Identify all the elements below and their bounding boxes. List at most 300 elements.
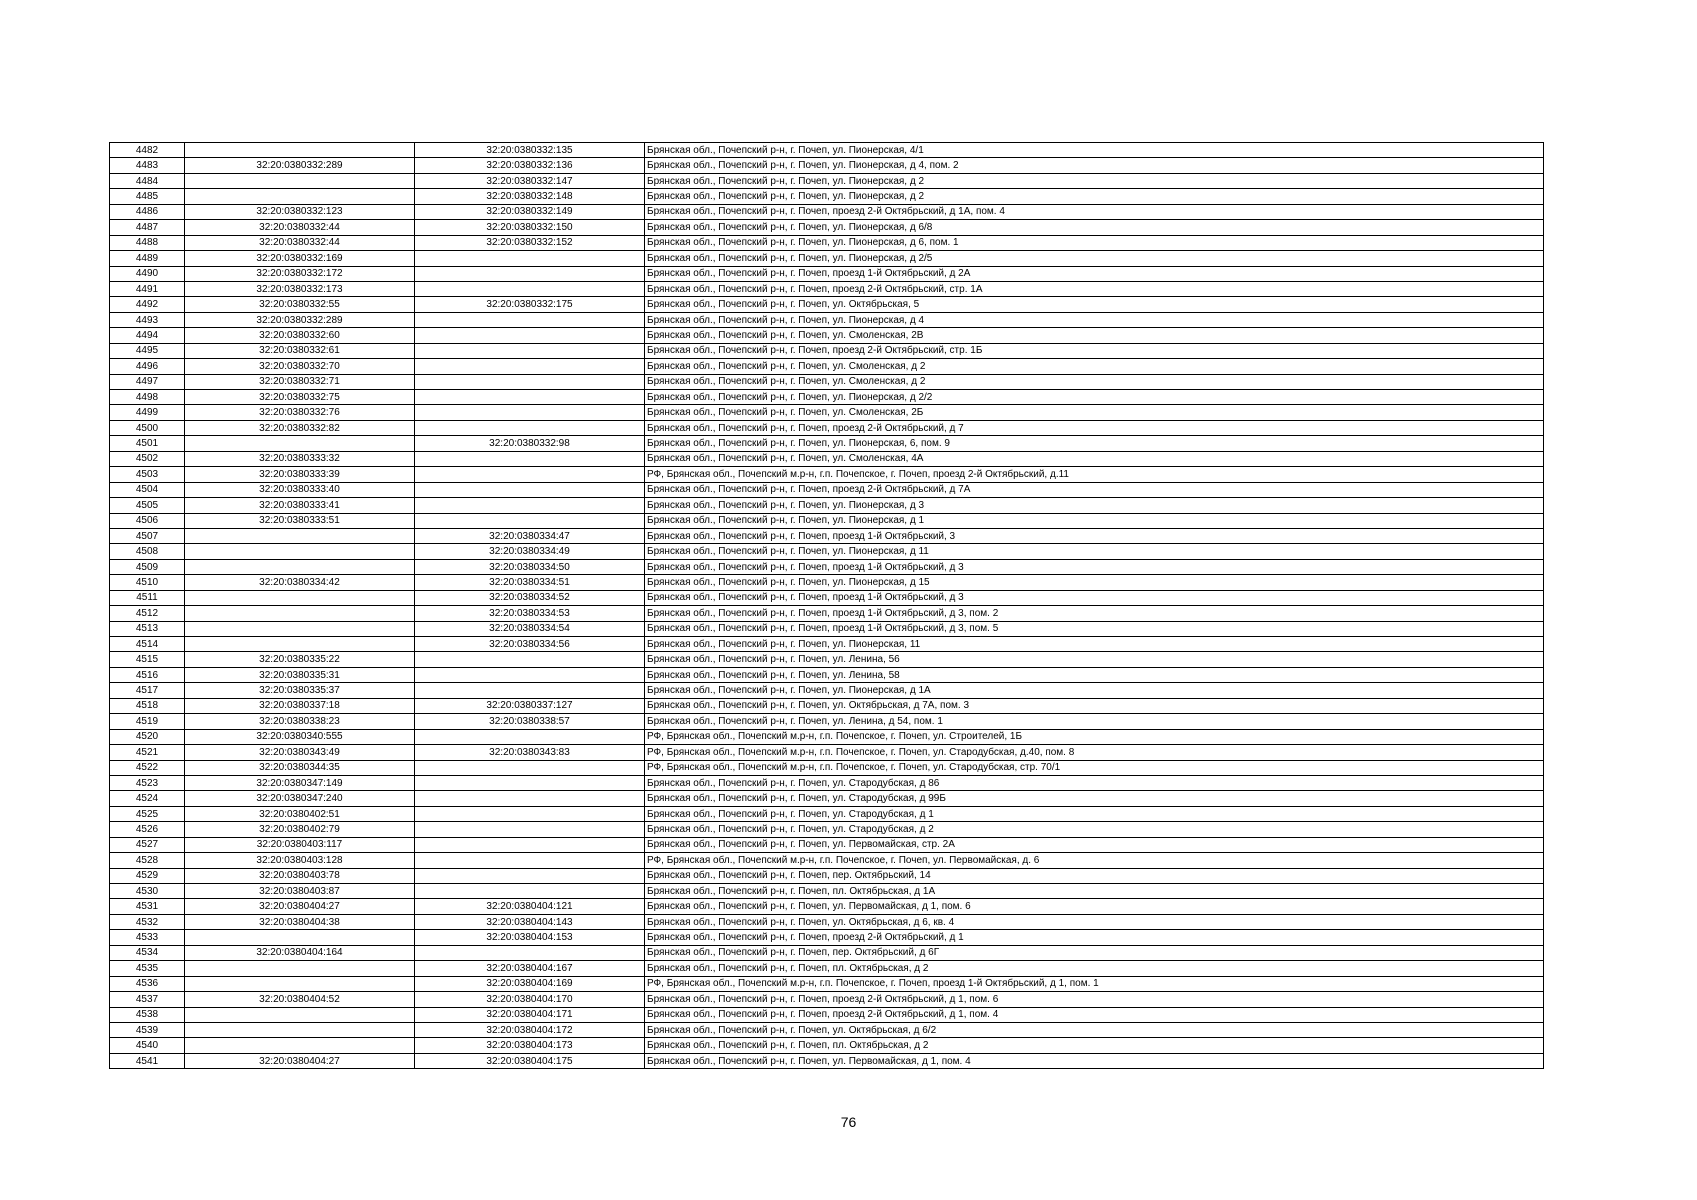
building-cadastral-number-cell — [415, 312, 645, 327]
address-cell: Брянская обл., Почепский р-н, г. Почеп, ул. Стародубская, д 1 — [645, 806, 1544, 821]
building-cadastral-number-cell — [415, 652, 645, 667]
land-cadastral-number-cell: 32:20:0380332:169 — [185, 251, 415, 266]
building-cadastral-number-cell: 32:20:0380337:127 — [415, 698, 645, 713]
building-cadastral-number-cell: 32:20:0380343:83 — [415, 745, 645, 760]
building-cadastral-number-cell: 32:20:0380334:49 — [415, 544, 645, 559]
land-cadastral-number-cell: 32:20:0380335:31 — [185, 667, 415, 682]
building-cadastral-number-cell: 32:20:0380334:54 — [415, 621, 645, 636]
table-row — [110, 513, 1544, 528]
building-cadastral-number-cell — [415, 374, 645, 389]
address-cell: Брянская обл., Почепский р-н, г. Почеп, проезд 2-й Октябрьский, д 1, пом. 4 — [645, 1007, 1544, 1022]
address-cell: РФ, Брянская обл., Почепский м.р-н, г.п. Почепское, г. Почеп, ул. Стародубская, д.40, пом. 8 — [645, 745, 1544, 760]
row-number-cell: 4492 — [110, 297, 185, 312]
building-cadastral-number-cell — [415, 884, 645, 899]
land-cadastral-number-cell: 32:20:0380332:70 — [185, 359, 415, 374]
land-cadastral-number-cell: 32:20:0380403:87 — [185, 884, 415, 899]
row-number-cell: 4487 — [110, 220, 185, 235]
row-number-cell: 4510 — [110, 575, 185, 590]
table-row — [110, 467, 1544, 482]
address-cell: Брянская обл., Почепский р-н, г. Почеп, ул. Октябрьская, д 7А, пом. 3 — [645, 698, 1544, 713]
row-number-cell: 4531 — [110, 899, 185, 914]
row-number-cell: 4541 — [110, 1053, 185, 1068]
building-cadastral-number-cell: 32:20:0380404:172 — [415, 1022, 645, 1037]
address-cell: Брянская обл., Почепский р-н, г. Почеп, проезд 1-й Октябрьский, д 3 — [645, 590, 1544, 605]
land-cadastral-number-cell — [185, 559, 415, 574]
row-number-cell: 4503 — [110, 467, 185, 482]
address-cell: Брянская обл., Почепский р-н, г. Почеп, пер. Октябрьский, 14 — [645, 868, 1544, 883]
row-number-cell: 4490 — [110, 266, 185, 281]
row-number-cell: 4534 — [110, 945, 185, 960]
land-cadastral-number-cell: 32:20:0380403:128 — [185, 853, 415, 868]
building-cadastral-number-cell — [415, 760, 645, 775]
row-number-cell: 4488 — [110, 235, 185, 250]
building-cadastral-number-cell: 32:20:0380404:171 — [415, 1007, 645, 1022]
building-cadastral-number-cell — [415, 451, 645, 466]
land-cadastral-number-cell — [185, 1007, 415, 1022]
table-row — [110, 173, 1544, 188]
table-row — [110, 806, 1544, 821]
land-cadastral-number-cell: 32:20:0380344:35 — [185, 760, 415, 775]
building-cadastral-number-cell: 32:20:0380332:136 — [415, 158, 645, 173]
land-cadastral-number-cell: 32:20:0380333:51 — [185, 513, 415, 528]
table-row — [110, 143, 1544, 158]
address-cell: РФ, Брянская обл., Почепский м.р-н, г.п. Почепское, г. Почеп, проезд 1-й Октябрьский, д 1, пом. 1 — [645, 976, 1544, 991]
building-cadastral-number-cell: 32:20:0380334:47 — [415, 528, 645, 543]
land-cadastral-number-cell — [185, 1038, 415, 1053]
building-cadastral-number-cell: 32:20:0380332:175 — [415, 297, 645, 312]
table-row — [110, 1053, 1544, 1068]
land-cadastral-number-cell: 32:20:0380403:117 — [185, 837, 415, 852]
row-number-cell: 4513 — [110, 621, 185, 636]
row-number-cell: 4500 — [110, 420, 185, 435]
address-cell: Брянская обл., Почепский р-н, г. Почеп, проезд 1-й Октябрьский, д 2А — [645, 266, 1544, 281]
building-cadastral-number-cell: 32:20:0380404:121 — [415, 899, 645, 914]
land-cadastral-number-cell: 32:20:0380332:44 — [185, 235, 415, 250]
address-cell: Брянская обл., Почепский р-н, г. Почеп, проезд 2-й Октябрьский, д 1А, пом. 4 — [645, 204, 1544, 219]
land-cadastral-number-cell: 32:20:0380332:75 — [185, 390, 415, 405]
table-row — [110, 343, 1544, 358]
land-cadastral-number-cell: 32:20:0380333:39 — [185, 467, 415, 482]
table-row — [110, 930, 1544, 945]
row-number-cell: 4532 — [110, 914, 185, 929]
building-cadastral-number-cell: 32:20:0380404:167 — [415, 961, 645, 976]
row-number-cell: 4489 — [110, 251, 185, 266]
row-number-cell: 4508 — [110, 544, 185, 559]
building-cadastral-number-cell: 32:20:0380404:170 — [415, 992, 645, 1007]
land-cadastral-number-cell: 32:20:0380404:27 — [185, 1053, 415, 1068]
land-cadastral-number-cell — [185, 637, 415, 652]
table-row — [110, 281, 1544, 296]
address-cell: РФ, Брянская обл., Почепский м.р-н, г.п. Почепское, г. Почеп, ул. Стародубская, стр. 70/1 — [645, 760, 1544, 775]
row-number-cell: 4537 — [110, 992, 185, 1007]
table-row — [110, 328, 1544, 343]
building-cadastral-number-cell — [415, 390, 645, 405]
row-number-cell: 4518 — [110, 698, 185, 713]
row-number-cell: 4485 — [110, 189, 185, 204]
row-number-cell: 4536 — [110, 976, 185, 991]
address-cell: Брянская обл., Почепский р-н, г. Почеп, ул. Пионерская, д 6, пом. 1 — [645, 235, 1544, 250]
table-row — [110, 266, 1544, 281]
table-row — [110, 976, 1544, 991]
land-cadastral-number-cell: 32:20:0380338:23 — [185, 714, 415, 729]
land-cadastral-number-cell: 32:20:0380333:40 — [185, 482, 415, 497]
table-row — [110, 528, 1544, 543]
address-cell: Брянская обл., Почепский р-н, г. Почеп, ул. Смоленская, д 2 — [645, 359, 1544, 374]
table-row — [110, 945, 1544, 960]
row-number-cell: 4496 — [110, 359, 185, 374]
building-cadastral-number-cell: 32:20:0380404:175 — [415, 1053, 645, 1068]
row-number-cell: 4523 — [110, 775, 185, 790]
row-number-cell: 4538 — [110, 1007, 185, 1022]
building-cadastral-number-cell: 32:20:0380334:51 — [415, 575, 645, 590]
land-cadastral-number-cell — [185, 436, 415, 451]
page-number: 76 — [840, 1114, 857, 1130]
building-cadastral-number-cell — [415, 420, 645, 435]
land-cadastral-number-cell: 32:20:0380335:22 — [185, 652, 415, 667]
row-number-cell: 4483 — [110, 158, 185, 173]
table-row — [110, 822, 1544, 837]
row-number-cell: 4525 — [110, 806, 185, 821]
table-row — [110, 498, 1544, 513]
address-cell: РФ, Брянская обл., Почепский м.р-н, г.п. Почепское, г. Почеп, ул. Первомайская, д. 6 — [645, 853, 1544, 868]
table-row — [110, 451, 1544, 466]
table-row — [110, 884, 1544, 899]
land-cadastral-number-cell — [185, 528, 415, 543]
address-cell: Брянская обл., Почепский р-н, г. Почеп, ул. Пионерская, д 4 — [645, 312, 1544, 327]
table-row — [110, 575, 1544, 590]
row-number-cell: 4501 — [110, 436, 185, 451]
row-number-cell: 4499 — [110, 405, 185, 420]
land-cadastral-number-cell — [185, 189, 415, 204]
land-cadastral-number-cell: 32:20:0380404:27 — [185, 899, 415, 914]
row-number-cell: 4493 — [110, 312, 185, 327]
table-row — [110, 220, 1544, 235]
building-cadastral-number-cell: 32:20:0380332:152 — [415, 235, 645, 250]
row-number-cell: 4528 — [110, 853, 185, 868]
table-row — [110, 745, 1544, 760]
table-row — [110, 235, 1544, 250]
land-cadastral-number-cell: 32:20:0380335:37 — [185, 683, 415, 698]
land-cadastral-number-cell: 32:20:0380332:289 — [185, 158, 415, 173]
address-cell: Брянская обл., Почепский р-н, г. Почеп, ул. Стародубская, д 99Б — [645, 791, 1544, 806]
building-cadastral-number-cell: 32:20:0380332:98 — [415, 436, 645, 451]
land-cadastral-number-cell: 32:20:0380402:51 — [185, 806, 415, 821]
table-row — [110, 544, 1544, 559]
row-number-cell: 4505 — [110, 498, 185, 513]
row-number-cell: 4540 — [110, 1038, 185, 1053]
address-cell: РФ, Брянская обл., Почепский м.р-н, г.п. Почепское, г. Почеп, проезд 2-й Октябрьский, д.11 — [645, 467, 1544, 482]
address-cell: Брянская обл., Почепский р-н, г. Почеп, проезд 2-й Октябрьский, д 7 — [645, 420, 1544, 435]
address-cell: Брянская обл., Почепский р-н, г. Почеп, проезд 2-й Октябрьский, д 7А — [645, 482, 1544, 497]
address-cell: Брянская обл., Почепский р-н, г. Почеп, проезд 2-й Октябрьский, стр. 1А — [645, 281, 1544, 296]
table-row — [110, 637, 1544, 652]
row-number-cell: 4506 — [110, 513, 185, 528]
land-cadastral-number-cell: 32:20:0380404:52 — [185, 992, 415, 1007]
row-number-cell: 4511 — [110, 590, 185, 605]
row-number-cell: 4521 — [110, 745, 185, 760]
table-row — [110, 297, 1544, 312]
row-number-cell: 4494 — [110, 328, 185, 343]
building-cadastral-number-cell — [415, 251, 645, 266]
building-cadastral-number-cell: 32:20:0380334:53 — [415, 606, 645, 621]
address-cell: Брянская обл., Почепский р-н, г. Почеп, ул. Смоленская, 2Б — [645, 405, 1544, 420]
land-cadastral-number-cell: 32:20:0380332:61 — [185, 343, 415, 358]
table-row — [110, 312, 1544, 327]
land-cadastral-number-cell: 32:20:0380404:38 — [185, 914, 415, 929]
row-number-cell: 4482 — [110, 143, 185, 158]
address-cell: РФ, Брянская обл., Почепский м.р-н, г.п. Почепское, г. Почеп, ул. Строителей, 1Б — [645, 729, 1544, 744]
address-cell: Брянская обл., Почепский р-н, г. Почеп, ул. Октябрьская, д 6, кв. 4 — [645, 914, 1544, 929]
building-cadastral-number-cell — [415, 791, 645, 806]
row-number-cell: 4522 — [110, 760, 185, 775]
row-number-cell: 4526 — [110, 822, 185, 837]
land-cadastral-number-cell — [185, 930, 415, 945]
land-cadastral-number-cell — [185, 606, 415, 621]
land-cadastral-number-cell: 32:20:0380403:78 — [185, 868, 415, 883]
land-cadastral-number-cell — [185, 590, 415, 605]
address-cell: Брянская обл., Почепский р-н, г. Почеп, ул. Ленина, д 54, пом. 1 — [645, 714, 1544, 729]
address-cell: Брянская обл., Почепский р-н, г. Почеп, ул. Октябрьская, д 6/2 — [645, 1022, 1544, 1037]
land-cadastral-number-cell: 32:20:0380333:41 — [185, 498, 415, 513]
building-cadastral-number-cell: 32:20:0380332:149 — [415, 204, 645, 219]
table-row — [110, 482, 1544, 497]
address-cell: Брянская обл., Почепский р-н, г. Почеп, ул. Пионерская, д 3 — [645, 498, 1544, 513]
building-cadastral-number-cell — [415, 343, 645, 358]
row-number-cell: 4514 — [110, 637, 185, 652]
row-number-cell: 4502 — [110, 451, 185, 466]
row-number-cell: 4520 — [110, 729, 185, 744]
row-number-cell: 4539 — [110, 1022, 185, 1037]
building-cadastral-number-cell: 32:20:0380404:153 — [415, 930, 645, 945]
address-cell: Брянская обл., Почепский р-н, г. Почеп, ул. Пионерская, д 2 — [645, 173, 1544, 188]
row-number-cell: 4519 — [110, 714, 185, 729]
row-number-cell: 4512 — [110, 606, 185, 621]
table-row — [110, 251, 1544, 266]
address-cell: Брянская обл., Почепский р-н, г. Почеп, ул. Пионерская, д 1 — [645, 513, 1544, 528]
table-row — [110, 667, 1544, 682]
address-cell: Брянская обл., Почепский р-н, г. Почеп, проезд 2-й Октябрьский, стр. 1Б — [645, 343, 1544, 358]
building-cadastral-number-cell — [415, 266, 645, 281]
address-cell: Брянская обл., Почепский р-н, г. Почеп, ул. Смоленская, 4А — [645, 451, 1544, 466]
address-cell: Брянская обл., Почепский р-н, г. Почеп, ул. Пионерская, 6, пом. 9 — [645, 436, 1544, 451]
address-cell: Брянская обл., Почепский р-н, г. Почеп, ул. Смоленская, 2В — [645, 328, 1544, 343]
building-cadastral-number-cell — [415, 513, 645, 528]
table-row — [110, 760, 1544, 775]
table-row — [110, 420, 1544, 435]
address-cell: Брянская обл., Почепский р-н, г. Почеп, ул. Пионерская, д 2/5 — [645, 251, 1544, 266]
address-cell: Брянская обл., Почепский р-н, г. Почеп, ул. Первомайская, стр. 2А — [645, 837, 1544, 852]
land-cadastral-number-cell: 32:20:0380332:44 — [185, 220, 415, 235]
building-cadastral-number-cell: 32:20:0380332:148 — [415, 189, 645, 204]
table-row — [110, 683, 1544, 698]
land-cadastral-number-cell — [185, 976, 415, 991]
building-cadastral-number-cell — [415, 482, 645, 497]
land-cadastral-number-cell: 32:20:0380332:55 — [185, 297, 415, 312]
building-cadastral-number-cell: 32:20:0380332:147 — [415, 173, 645, 188]
row-number-cell: 4495 — [110, 343, 185, 358]
land-cadastral-number-cell: 32:20:0380404:164 — [185, 945, 415, 960]
table-row — [110, 652, 1544, 667]
row-number-cell: 4486 — [110, 204, 185, 219]
table-row — [110, 729, 1544, 744]
building-cadastral-number-cell — [415, 405, 645, 420]
land-cadastral-number-cell: 32:20:0380340:555 — [185, 729, 415, 744]
land-cadastral-number-cell — [185, 544, 415, 559]
address-cell: Брянская обл., Почепский р-н, г. Почеп, проезд 2-й Октябрьский, д 1, пом. 6 — [645, 992, 1544, 1007]
table-row — [110, 189, 1544, 204]
address-cell: Брянская обл., Почепский р-н, г. Почеп, пл. Октябрьская, д 2 — [645, 961, 1544, 976]
table-row — [110, 992, 1544, 1007]
table-row — [110, 559, 1544, 574]
address-cell: Брянская обл., Почепский р-н, г. Почеп, пл. Октябрьская, д 1А — [645, 884, 1544, 899]
address-cell: Брянская обл., Почепский р-н, г. Почеп, ул. Октябрьская, 5 — [645, 297, 1544, 312]
building-cadastral-number-cell — [415, 729, 645, 744]
building-cadastral-number-cell: 32:20:0380404:173 — [415, 1038, 645, 1053]
building-cadastral-number-cell: 32:20:0380334:52 — [415, 590, 645, 605]
building-cadastral-number-cell — [415, 498, 645, 513]
address-cell: Брянская обл., Почепский р-н, г. Почеп, ул. Пионерская, д 6/8 — [645, 220, 1544, 235]
address-cell: Брянская обл., Почепский р-н, г. Почеп, проезд 2-й Октябрьский, д 1 — [645, 930, 1544, 945]
building-cadastral-number-cell — [415, 945, 645, 960]
table-row — [110, 390, 1544, 405]
building-cadastral-number-cell — [415, 822, 645, 837]
address-cell: Брянская обл., Почепский р-н, г. Почеп, проезд 1-й Октябрьский, д 3, пом. 5 — [645, 621, 1544, 636]
table-row — [110, 914, 1544, 929]
table-row — [110, 714, 1544, 729]
land-cadastral-number-cell: 32:20:0380332:60 — [185, 328, 415, 343]
row-number-cell: 4498 — [110, 390, 185, 405]
land-cadastral-number-cell: 32:20:0380347:149 — [185, 775, 415, 790]
address-cell: Брянская обл., Почепский р-н, г. Почеп, ул. Пионерская, д 4, пом. 2 — [645, 158, 1544, 173]
address-cell: Брянская обл., Почепский р-н, г. Почеп, ул. Ленина, 56 — [645, 652, 1544, 667]
table-row — [110, 606, 1544, 621]
address-cell: Брянская обл., Почепский р-н, г. Почеп, ул. Пионерская, д 1А — [645, 683, 1544, 698]
building-cadastral-number-cell: 32:20:0380334:56 — [415, 637, 645, 652]
land-cadastral-number-cell: 32:20:0380332:82 — [185, 420, 415, 435]
table-row — [110, 853, 1544, 868]
row-number-cell: 4517 — [110, 683, 185, 698]
table-row — [110, 359, 1544, 374]
row-number-cell: 4527 — [110, 837, 185, 852]
address-cell: Брянская обл., Почепский р-н, г. Почеп, ул. Пионерская, д 11 — [645, 544, 1544, 559]
table-row — [110, 698, 1544, 713]
table-row — [110, 1007, 1544, 1022]
table-row — [110, 961, 1544, 976]
land-cadastral-number-cell — [185, 1022, 415, 1037]
address-cell: Брянская обл., Почепский р-н, г. Почеп, проезд 1-й Октябрьский, д 3, пом. 2 — [645, 606, 1544, 621]
table-row — [110, 1022, 1544, 1037]
table-row — [110, 837, 1544, 852]
address-cell: Брянская обл., Почепский р-н, г. Почеп, ул. Пионерская, 4/1 — [645, 143, 1544, 158]
address-cell: Брянская обл., Почепский р-н, г. Почеп, ул. Стародубская, д 86 — [645, 775, 1544, 790]
building-cadastral-number-cell — [415, 775, 645, 790]
row-number-cell: 4524 — [110, 791, 185, 806]
table-row — [110, 775, 1544, 790]
table-row — [110, 791, 1544, 806]
table-row — [110, 868, 1544, 883]
building-cadastral-number-cell — [415, 868, 645, 883]
building-cadastral-number-cell — [415, 853, 645, 868]
address-cell: Брянская обл., Почепский р-н, г. Почеп, ул. Первомайская, д 1, пом. 4 — [645, 1053, 1544, 1068]
table-row — [110, 1038, 1544, 1053]
land-cadastral-number-cell — [185, 143, 415, 158]
table-row — [110, 436, 1544, 451]
land-cadastral-number-cell: 32:20:0380402:79 — [185, 822, 415, 837]
row-number-cell: 4515 — [110, 652, 185, 667]
row-number-cell: 4535 — [110, 961, 185, 976]
building-cadastral-number-cell: 32:20:0380334:50 — [415, 559, 645, 574]
building-cadastral-number-cell — [415, 683, 645, 698]
building-cadastral-number-cell — [415, 467, 645, 482]
row-number-cell: 4516 — [110, 667, 185, 682]
land-cadastral-number-cell: 32:20:0380332:289 — [185, 312, 415, 327]
building-cadastral-number-cell — [415, 837, 645, 852]
building-cadastral-number-cell: 32:20:0380404:143 — [415, 914, 645, 929]
address-cell: Брянская обл., Почепский р-н, г. Почеп, пл. Октябрьская, д 2 — [645, 1038, 1544, 1053]
row-number-cell: 4509 — [110, 559, 185, 574]
row-number-cell: 4491 — [110, 281, 185, 296]
land-cadastral-number-cell — [185, 961, 415, 976]
land-cadastral-number-cell — [185, 173, 415, 188]
row-number-cell: 4529 — [110, 868, 185, 883]
row-number-cell: 4497 — [110, 374, 185, 389]
table-row — [110, 204, 1544, 219]
building-cadastral-number-cell: 32:20:0380404:169 — [415, 976, 645, 991]
land-cadastral-number-cell: 32:20:0380333:32 — [185, 451, 415, 466]
row-number-cell: 4533 — [110, 930, 185, 945]
table-row — [110, 621, 1544, 636]
row-number-cell: 4530 — [110, 884, 185, 899]
table-body — [110, 143, 1544, 1069]
building-cadastral-number-cell: 32:20:0380332:135 — [415, 143, 645, 158]
address-cell: Брянская обл., Почепский р-н, г. Почеп, ул. Первомайская, д 1, пом. 6 — [645, 899, 1544, 914]
building-cadastral-number-cell — [415, 328, 645, 343]
row-number-cell: 4507 — [110, 528, 185, 543]
land-cadastral-number-cell: 32:20:0380347:240 — [185, 791, 415, 806]
row-number-cell: 4484 — [110, 173, 185, 188]
table-row — [110, 590, 1544, 605]
address-cell: Брянская обл., Почепский р-н, г. Почеп, ул. Смоленская, д 2 — [645, 374, 1544, 389]
building-cadastral-number-cell — [415, 667, 645, 682]
cadastral-table — [109, 142, 1544, 1069]
land-cadastral-number-cell: 32:20:0380343:49 — [185, 745, 415, 760]
address-cell: Брянская обл., Почепский р-н, г. Почеп, ул. Пионерская, 11 — [645, 637, 1544, 652]
table-row — [110, 374, 1544, 389]
building-cadastral-number-cell: 32:20:0380332:150 — [415, 220, 645, 235]
land-cadastral-number-cell: 32:20:0380332:76 — [185, 405, 415, 420]
table-row — [110, 158, 1544, 173]
building-cadastral-number-cell: 32:20:0380338:57 — [415, 714, 645, 729]
building-cadastral-number-cell — [415, 359, 645, 374]
land-cadastral-number-cell: 32:20:0380332:123 — [185, 204, 415, 219]
building-cadastral-number-cell — [415, 281, 645, 296]
address-cell: Брянская обл., Почепский р-н, г. Почеп, ул. Стародубская, д 2 — [645, 822, 1544, 837]
address-cell: Брянская обл., Почепский р-н, г. Почеп, проезд 1-й Октябрьский, д 3 — [645, 559, 1544, 574]
address-cell: Брянская обл., Почепский р-н, г. Почеп, ул. Ленина, 58 — [645, 667, 1544, 682]
building-cadastral-number-cell — [415, 806, 645, 821]
address-cell: Брянская обл., Почепский р-н, г. Почеп, пер. Октябрьский, д 6Г — [645, 945, 1544, 960]
address-cell: Брянская обл., Почепский р-н, г. Почеп, ул. Пионерская, д 2/2 — [645, 390, 1544, 405]
land-cadastral-number-cell: 32:20:0380334:42 — [185, 575, 415, 590]
land-cadastral-number-cell: 32:20:0380332:172 — [185, 266, 415, 281]
address-cell: Брянская обл., Почепский р-н, г. Почеп, проезд 1-й Октябрьский, 3 — [645, 528, 1544, 543]
address-cell: Брянская обл., Почепский р-н, г. Почеп, ул. Пионерская, д 15 — [645, 575, 1544, 590]
address-cell: Брянская обл., Почепский р-н, г. Почеп, ул. Пионерская, д 2 — [645, 189, 1544, 204]
table-row — [110, 899, 1544, 914]
land-cadastral-number-cell: 32:20:0380332:71 — [185, 374, 415, 389]
land-cadastral-number-cell — [185, 621, 415, 636]
row-number-cell: 4504 — [110, 482, 185, 497]
